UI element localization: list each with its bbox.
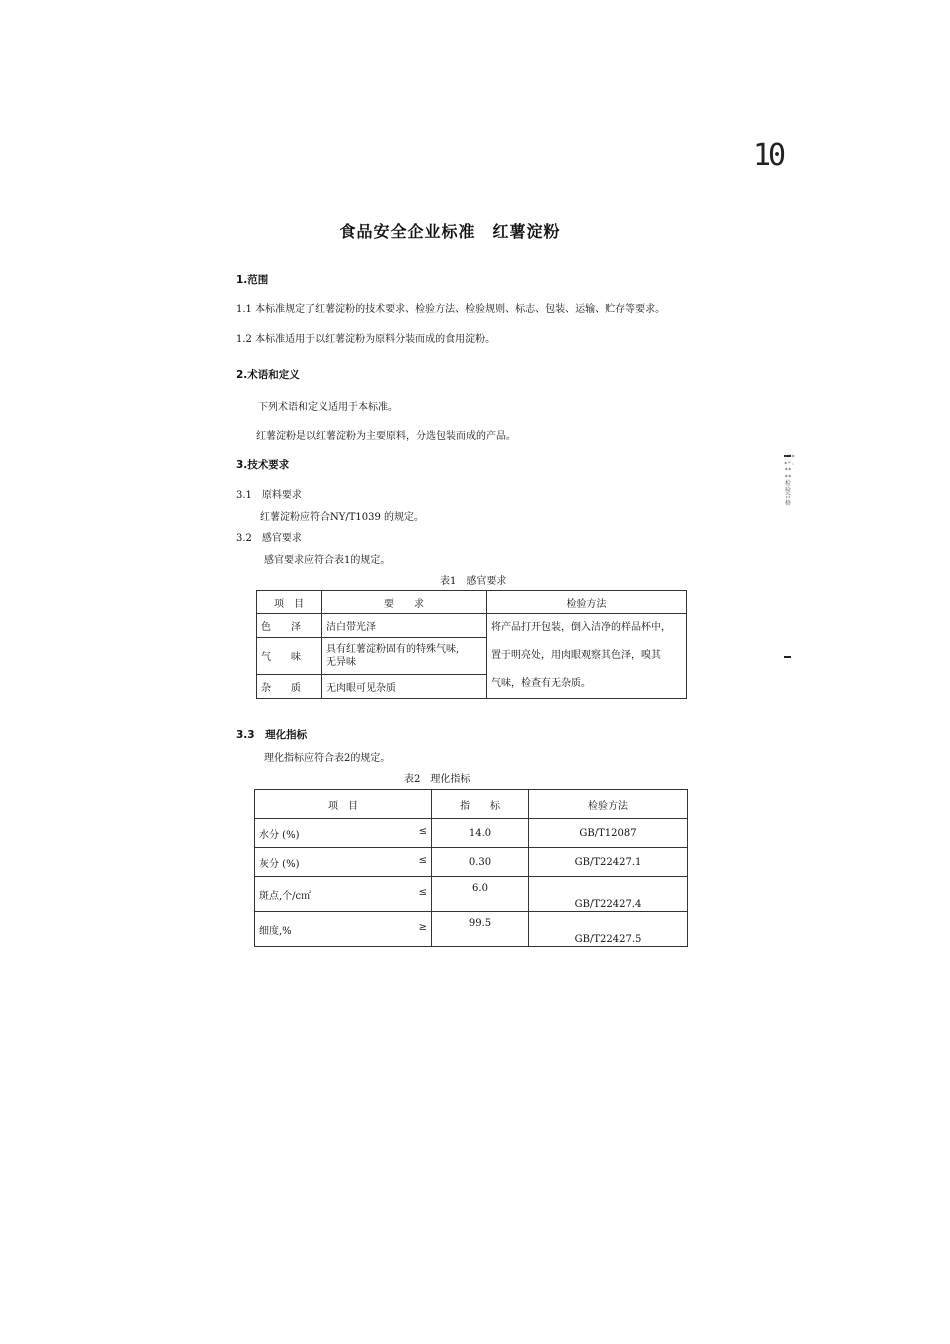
item-cell (255, 819, 432, 848)
item-cell: 气 味 (257, 638, 322, 675)
operator: ≤ (418, 854, 427, 866)
sensory-requirements-table (256, 590, 687, 699)
item-label: 灰分 (%) (259, 858, 300, 870)
item-cell: 色 泽 (257, 614, 322, 638)
item-cell (255, 877, 432, 912)
operator: ≤ (418, 825, 427, 837)
requirement-cell (322, 638, 487, 675)
side-strip-bottom-mark (784, 656, 791, 658)
section-3-3-text: 理化指标应符合表2的规定。 (264, 753, 391, 764)
section-3-1-text: 红薯淀粉应符合NY/T1039 的规定。 (260, 512, 425, 523)
table-header-cell: 指 标 (432, 790, 529, 819)
section-3-2-heading: 3.2 感官要求 (236, 533, 302, 544)
table-header-row (255, 790, 688, 819)
requirement-line: 无异味 (326, 656, 356, 668)
handwritten-page-number: 10 (753, 138, 784, 173)
item-label: 斑点,个/c㎡ (259, 890, 312, 902)
table-header-cell: 要 求 (322, 591, 487, 614)
value-cell: 99.5 (432, 912, 529, 947)
table-header-cell: 项 目 (257, 591, 322, 614)
table-2-caption: 表2 理化指标 (404, 774, 471, 785)
item-label: 细度,% (259, 925, 292, 937)
table-header-row (257, 591, 687, 614)
value-cell: 14.0 (432, 819, 529, 848)
section-1-heading: 1.范围 (236, 274, 269, 286)
table-row (255, 819, 688, 848)
method-cell: GB/T22427.1 (529, 848, 688, 877)
value-cell: 0.30 (432, 848, 529, 877)
section-3-1-heading: 3.1 原料要求 (236, 490, 302, 501)
item-label: 水分 (%) (259, 829, 300, 841)
method-cell: GB/T12087 (529, 819, 688, 848)
operator: ≥ (418, 921, 427, 933)
operator: ≤ (418, 886, 427, 898)
table-row (255, 848, 688, 877)
item-cell (255, 912, 432, 947)
value-cell: 6.0 (432, 877, 529, 912)
section-3-2-text: 感官要求应符合表1的规定。 (264, 555, 391, 566)
method-cell: GB/T22427.5 (529, 912, 688, 947)
table-header-cell: 项 目 (255, 790, 432, 819)
side-strip-text: *"**"·****检验合格 (784, 454, 795, 507)
table-row (257, 614, 687, 638)
requirement-line: 具有红薯淀粉固有的特殊气味, (326, 643, 460, 655)
section-2-paragraph-2: 红薯淀粉是以红薯淀粉为主要原料，分选包装而成的产品。 (256, 431, 516, 442)
section-1-2: 1.2 本标准适用于以红薯淀粉为原料分装而成的食用淀粉。 (236, 334, 496, 345)
table-header-cell: 检验方法 (529, 790, 688, 819)
method-line: 气味，检查有无杂质。 (491, 678, 591, 689)
section-3-3-heading: 3.3 理化指标 (236, 729, 308, 741)
table-1-caption: 表1 感官要求 (440, 576, 507, 587)
method-cell: GB/T22427.4 (529, 877, 688, 912)
requirement-cell: 无肉眼可见杂质 (322, 674, 487, 698)
section-2-paragraph-1: 下列术语和定义适用于本标准。 (258, 402, 398, 413)
section-3-heading: 3.技术要求 (236, 459, 290, 471)
section-2-heading: 2.术语和定义 (236, 369, 300, 381)
method-line: 置于明亮处，用肉眼观察其色泽，嗅其 (491, 650, 661, 661)
table-header-cell: 检验方法 (487, 591, 687, 614)
physicochemical-indicators-table (254, 789, 688, 947)
table-row (255, 912, 688, 947)
method-line: 将产品打开包装，倒入洁净的样品杯中， (491, 622, 671, 633)
requirement-cell: 洁白带光泽 (322, 614, 487, 638)
section-1-1: 1.1 本标准规定了红薯淀粉的技术要求、检验方法、检验规则、标志、包装、运输、贮存等要求。 (236, 304, 666, 315)
method-cell (487, 614, 687, 699)
table-row (255, 877, 688, 912)
item-cell: 杂 质 (257, 674, 322, 698)
item-cell (255, 848, 432, 877)
document-title: 食品安全企业标准 红薯淀粉 (339, 222, 561, 241)
